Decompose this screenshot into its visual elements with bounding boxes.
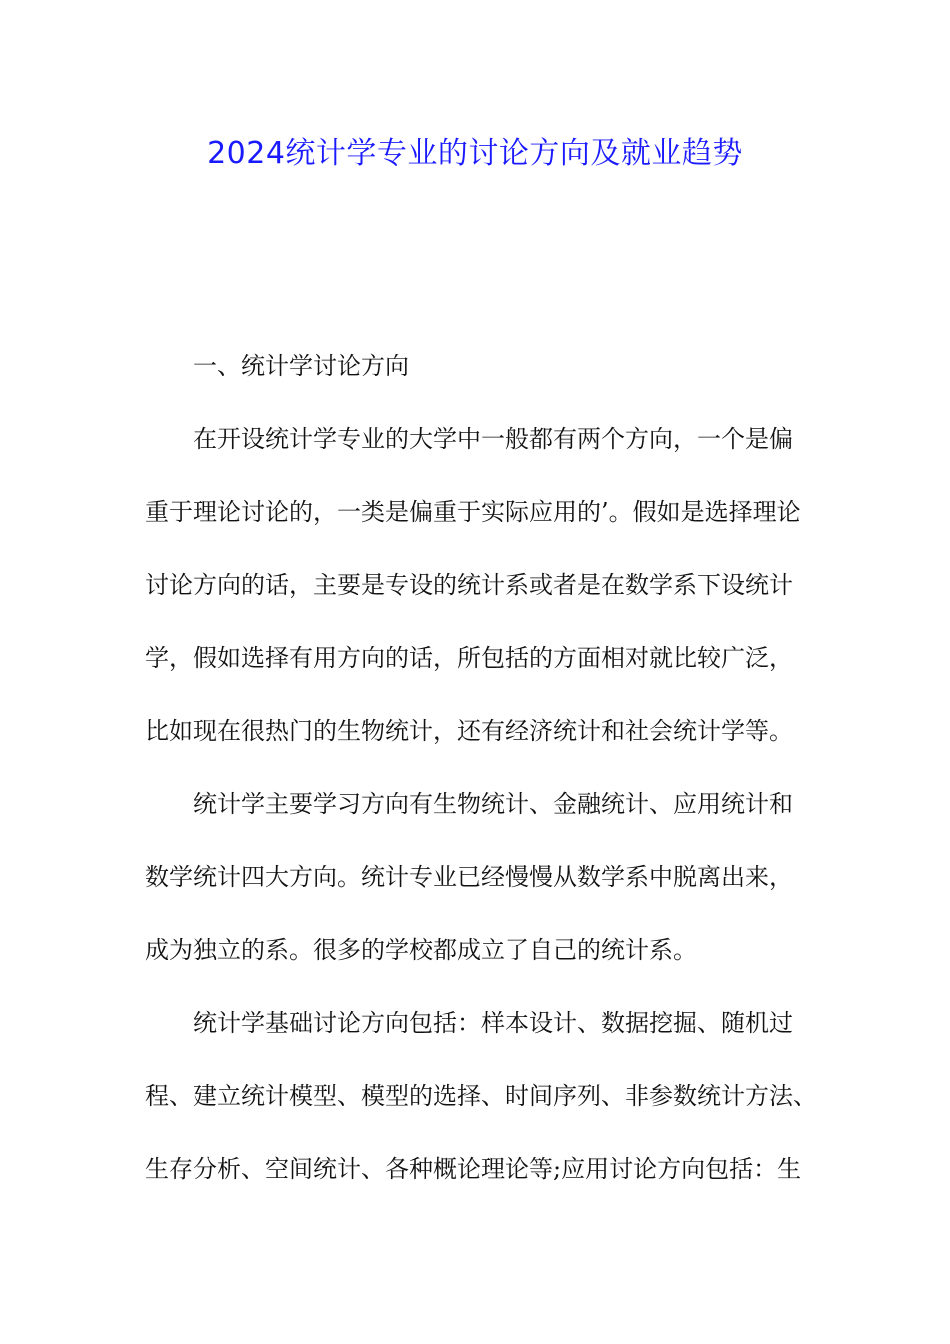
paragraph-line: 比如现在很热门的生物统计，还有经济统计和社会统计学等。 (145, 717, 793, 745)
paragraph-line: 学，假如选择有用方向的话，所包括的方面相对就比较广泛， (145, 644, 793, 672)
paragraph-line: 讨论方向的话，主要是专设的统计系或者是在数学系下设统计 (145, 571, 793, 599)
paragraph-line: 统计学主要学习方向有生物统计、金融统计、应用统计和 (193, 790, 793, 818)
paragraph-line: 成为独立的系。很多的学校都成立了自己的统计系。 (145, 936, 697, 964)
document-body (145, 330, 835, 1206)
paragraph-line: 数学统计四大方向。统计专业已经慢慢从数学系中脱离出来， (145, 863, 793, 891)
paragraph-line: 在开设统计学专业的大学中一般都有两个方向，一个是偏 (193, 425, 793, 453)
document-title: 2024统计学专业的讨论方向及就业趋势 (207, 136, 743, 171)
paragraph-line: 程、建立统计模型、模型的选择、时间序列、非参数统计方法、 (145, 1082, 817, 1110)
paragraph-line: 统计学基础讨论方向包括：样本设计、数据挖掘、随机过 (193, 1009, 793, 1037)
paragraph-line: 生存分析、空间统计、各种概论理论等;应用讨论方向包括：生 (145, 1155, 802, 1183)
paragraph-line: 重于理论讨论的，一类是偏重于实际应用的’。假如是选择理论 (145, 498, 801, 526)
section-heading: 一、统计学讨论方向 (193, 352, 409, 380)
